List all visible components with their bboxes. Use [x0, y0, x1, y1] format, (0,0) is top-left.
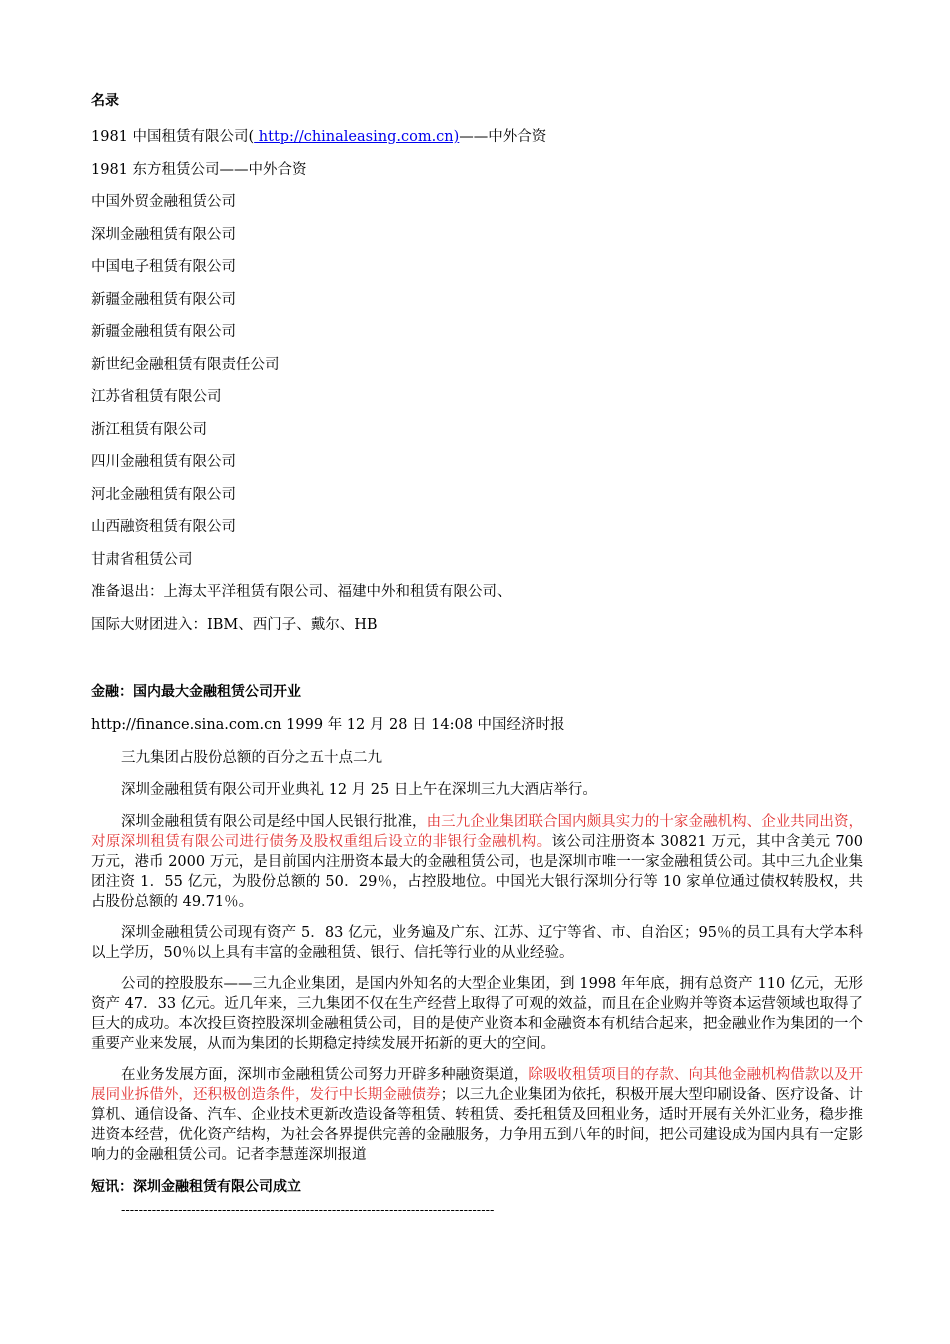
paragraph-text: ；以三九企业集团为依托，积极开展大型印刷设备、医疗设备、计算机、通信设备、汽车、企业技术更新改造设备等租赁、转租赁、委托租赁及回租业务，适时开展有关外汇业务，稳步推进资本经营，优化资产结构，为社会各界提供完善的金融服务，力争用五到八年的时间，把公司建设成为国内具有一定影响力的金融租赁公司。记者李慧莲深圳报道 — [91, 1086, 864, 1163]
directory-entry: 新疆金融租赁有限公司 — [91, 324, 236, 340]
separator-line: ------------------------------------------------------------------------------------- — [121, 1202, 495, 1218]
directory-entry: 河北金融租赁有限公司 — [91, 486, 236, 503]
directory-entry: 1981 东方租赁公司——中外合资 — [91, 161, 307, 178]
brief-title: 短讯：深圳金融租赁有限公司成立 — [91, 1178, 301, 1195]
directory-entry: 甘肃省租赁公司 — [91, 551, 193, 568]
article-paragraph: 公司的控股股东——三九企业集团，是国内外知名的大型企业集团，到 1998 年年底，拥有总资产 110 亿元，无形资产 47．33 亿元。近几年来，三九集团不仅在生产经营上取得了可观的效益，而且在企业购并等资本运营领域也取得了巨大的成功。本次投巨资控股深圳金融租赁公司，目的是使产业资本和金融资本有机结合起来，把金融业作为集团的一个重要产业来发展，从而为集团的长期稳定持续发展开拓新的更大的空间。 — [91, 975, 863, 1052]
highlighted-text: 除吸收租赁项目的存款、向其他金融机构借款以及开展同业拆借外，还积极创造条件，发行中长期金融债券 — [91, 1066, 864, 1103]
directory-entry: 浙江租赁有限公司 — [91, 421, 207, 438]
article-source: http://finance.sina.com.cn 1999 年 12 月 28 日 14:08 中国经济时报 — [91, 717, 565, 733]
directory-title: 名录 — [91, 93, 119, 109]
directory-entry: 新世纪金融租赁有限责任公司 — [91, 356, 280, 373]
document-content — [91, 90, 863, 1220]
directory-entry — [91, 126, 863, 148]
paragraph-text: 该公司注册资本 30821 万元，其中含美元 700 万元，港币 2000 万元，是目前国内注册资本最大的金融租赁公司，也是深圳市唯一一家金融租赁公司。其中三九企业集团注资 1．55 亿元，为股份总额的 50．29％，占控股地位。中国光大银行深圳分行等 10 家单位通过债权转股权，共占股份总额的 49.71％。 — [91, 833, 863, 910]
directory-entry: 山西融资租赁有限公司 — [91, 519, 236, 535]
chinaleasing-link[interactable]: http://chinaleasing.com.cn) — [254, 129, 460, 145]
directory-entry: 深圳金融租赁有限公司 — [91, 226, 236, 243]
paragraph-text: 在业务发展方面，深圳市金融租赁公司努力开辟多种融资渠道， — [121, 1066, 529, 1083]
entry-text: ——中外合资 — [459, 129, 547, 145]
directory-entry: 中国电子租赁有限公司 — [91, 259, 236, 275]
directory-entry: 江苏省租赁有限公司 — [91, 389, 222, 405]
highlighted-text: 由三九企业集团联合国内颇具实力的十家金融机构、企业共同出资，对原深圳租赁有限公司进行债务及股权重组后设立的非银行金融机构。 — [91, 813, 864, 850]
article-subtitle: 三九集团占股份总额的百分之五十点二九 — [121, 749, 382, 766]
article-title: 金融：国内最大金融租赁公司开业 — [91, 684, 301, 700]
directory-entry: 国际大财团进入：IBM、西门子、戴尔、HB — [91, 616, 378, 633]
directory-entry: 中国外贸金融租赁公司 — [91, 194, 236, 210]
article-paragraph — [91, 812, 863, 912]
directory-entry: 四川金融租赁有限公司 — [91, 454, 236, 470]
article-paragraph: 深圳金融租赁有限公司开业典礼 12 月 25 日上午在深圳三九大酒店举行。 — [121, 782, 597, 798]
section-gap — [91, 646, 863, 681]
paragraph-text: 深圳金融租赁有限公司是经中国人民银行批准， — [121, 813, 427, 830]
article-paragraph: 深圳金融租赁公司现有资产 5．83 亿元，业务遍及广东、江苏、辽宁等省、市、自治区；95％的员工具有大学本科以上学历，50％以上具有丰富的金融租赁、银行、信托等行业的从业经验。 — [91, 924, 863, 961]
directory-entry: 新疆金融租赁有限公司 — [91, 291, 236, 308]
article-paragraph — [91, 1065, 863, 1165]
entry-text: 1981 中国租赁有限公司( — [91, 129, 255, 145]
directory-entry: 准备退出：上海太平洋租赁有限公司、福建中外和租赁有限公司、 — [91, 584, 512, 600]
